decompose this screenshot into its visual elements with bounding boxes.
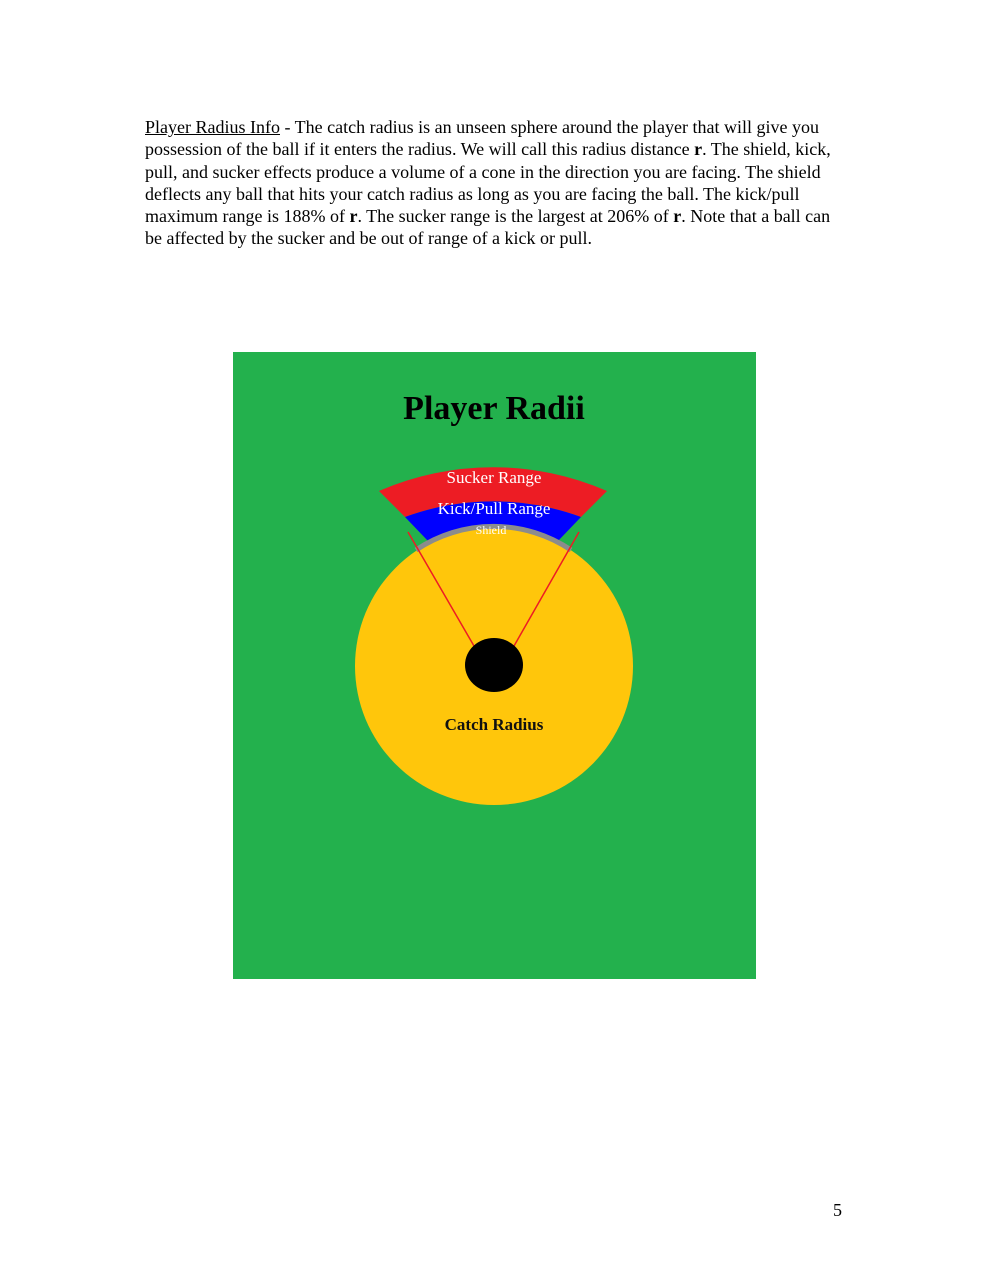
paragraph-text-4: . Note that a ball can be affected by the sucker and be out of range of a kick or pull. [145, 206, 831, 249]
player-radii-figure [233, 352, 756, 979]
paragraph-text-3: . The sucker range is the largest at 206% of [357, 206, 674, 227]
sucker-range-label: Sucker Range [446, 468, 542, 487]
radius-symbol: r [349, 206, 358, 227]
radius-symbol: r [694, 139, 703, 160]
paragraph-text-2: . The shield, kick, pull, and sucker effects produce a volume of a cone in the direction you are facing. The shield deflects any ball that hits your catch radius as long as you are facing the ball. The kick/pull maximum range is 188% of [145, 139, 831, 227]
radius-symbol: r [673, 206, 682, 227]
shield-label: Shield [475, 523, 507, 537]
kick-pull-range-label: Kick/Pull Range [437, 499, 551, 518]
paragraph-text-1: - The catch radius is an unseen sphere around the player that will give you possession of the ball if it enters the radius. We will call this radius distance [145, 117, 819, 160]
catch-radius-label: Catch Radius [444, 715, 544, 734]
player-radius-paragraph [145, 116, 845, 250]
figure-title: Player Radii [403, 390, 585, 427]
page-number: 5 [833, 1200, 842, 1220]
player-radii-diagram [233, 352, 756, 979]
player-dot [465, 638, 523, 692]
paragraph-heading: Player Radius Info [145, 117, 280, 137]
